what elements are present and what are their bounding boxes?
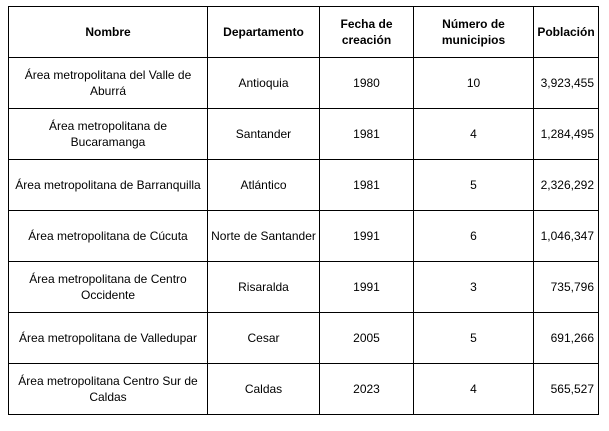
cell-fecha: 2005 (320, 313, 414, 364)
table-container (8, 6, 599, 415)
cell-nombre: Área metropolitana de Centro Occidente (9, 262, 208, 313)
cell-poblacion: 2,326,292 (534, 160, 599, 211)
table-header (9, 7, 599, 58)
cell-poblacion: 1,046,347 (534, 211, 599, 262)
header-poblacion: Población (534, 7, 599, 58)
table-row (9, 109, 599, 160)
cell-nombre: Área metropolitana del Valle de Aburrá (9, 58, 208, 109)
header-nombre: Nombre (9, 7, 208, 58)
header-municipios: Número de municipios (414, 7, 534, 58)
cell-municipios: 10 (414, 58, 534, 109)
table-row (9, 160, 599, 211)
cell-fecha: 2023 (320, 364, 414, 415)
cell-nombre: Área metropolitana de Cúcuta (9, 211, 208, 262)
cell-fecha: 1981 (320, 109, 414, 160)
cell-municipios: 4 (414, 364, 534, 415)
cell-nombre: Área metropolitana Centro Sur de Caldas (9, 364, 208, 415)
cell-departamento: Risaralda (208, 262, 320, 313)
header-row (9, 7, 599, 58)
cell-departamento: Norte de Santander (208, 211, 320, 262)
cell-poblacion: 1,284,495 (534, 109, 599, 160)
cell-municipios: 4 (414, 109, 534, 160)
cell-poblacion: 565,527 (534, 364, 599, 415)
cell-nombre: Área metropolitana de Barranquilla (9, 160, 208, 211)
table-row (9, 313, 599, 364)
header-fecha: Fecha de creación (320, 7, 414, 58)
cell-departamento: Cesar (208, 313, 320, 364)
table-body (9, 58, 599, 415)
cell-nombre: Área metropolitana de Valledupar (9, 313, 208, 364)
cell-fecha: 1981 (320, 160, 414, 211)
metropolitan-areas-table (8, 6, 599, 415)
table-row (9, 262, 599, 313)
cell-departamento: Atlántico (208, 160, 320, 211)
cell-municipios: 5 (414, 313, 534, 364)
cell-departamento: Santander (208, 109, 320, 160)
table-row (9, 211, 599, 262)
header-departamento: Departamento (208, 7, 320, 58)
table-row (9, 58, 599, 109)
cell-municipios: 6 (414, 211, 534, 262)
cell-fecha: 1991 (320, 262, 414, 313)
cell-departamento: Antioquia (208, 58, 320, 109)
cell-municipios: 5 (414, 160, 534, 211)
table-row (9, 364, 599, 415)
cell-poblacion: 735,796 (534, 262, 599, 313)
cell-departamento: Caldas (208, 364, 320, 415)
cell-fecha: 1991 (320, 211, 414, 262)
cell-poblacion: 3,923,455 (534, 58, 599, 109)
cell-nombre: Área metropolitana de Bucaramanga (9, 109, 208, 160)
cell-municipios: 3 (414, 262, 534, 313)
cell-poblacion: 691,266 (534, 313, 599, 364)
cell-fecha: 1980 (320, 58, 414, 109)
